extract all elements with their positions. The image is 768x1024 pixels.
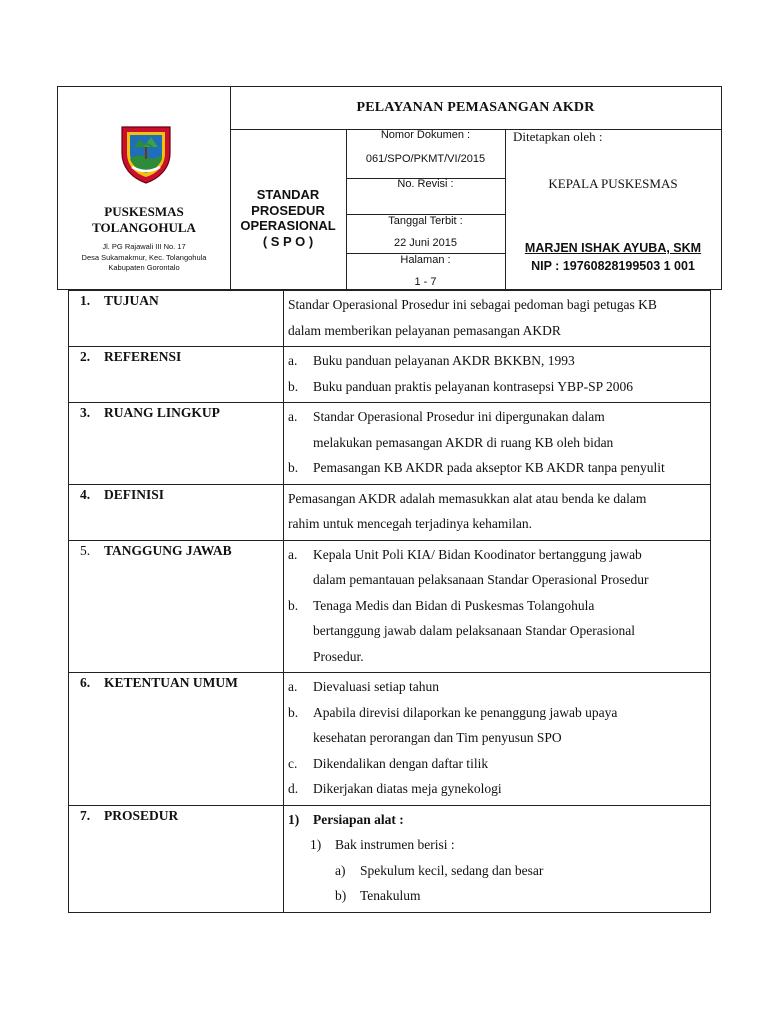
section-label [69,403,284,485]
section-name: KETENTUAN UMUM [104,675,238,690]
section-content [284,540,711,673]
section-content [284,403,711,485]
regency-emblem-logo [118,123,174,185]
content-line: Pemasangan AKDR adalah memasukkan alat atau benda ke dalam [288,490,647,506]
section-label [69,291,284,347]
list-item: b) Tenakulum [335,888,421,903]
list-item: a) Spekulum kecil, sedang dan besar [335,862,544,878]
signer-nip: NIP : 19760828199503 1 001 [531,259,695,273]
section-number: 3. [80,405,91,420]
list-item: b. Tenaga Medis dan Bidan di Puskesmas Tolangohula [288,597,595,613]
section-content [284,805,711,912]
content-line: Prosedur. [313,648,364,664]
section-label [69,805,284,912]
list-item: c. Dikendalikan dengan daftar tilik [288,755,489,771]
table-row [69,540,711,673]
list-item: d. Dikerjakan diatas meja gynekologi [288,781,502,796]
table-row [69,403,711,485]
table-row [69,291,711,347]
document-header [57,86,722,290]
tanggal-terbit-value: 22 Juni 2015 [394,237,457,249]
section-name: PROSEDUR [104,807,179,823]
section-content [284,484,711,540]
list-item: 1) Persiapan alat : [288,811,404,827]
no-revisi-label: No. Revisi : [397,178,454,190]
spo-content-table [68,290,711,913]
list-item: a. Dievaluasi setiap tahun [288,679,439,694]
section-label [69,347,284,403]
nomor-dokumen-value: 061/SPO/PKMT/VI/2015 [365,153,486,165]
list-item: b. Buku panduan praktis pelayanan kontrasepsi YBP-SP 2006 [288,378,633,394]
list-item: b. Pemasangan KB AKDR pada akseptor KB AKDR tanpa penyulit [288,460,665,475]
table-row [69,347,711,403]
section-number: 5. [80,542,91,558]
content-line: dalam pemantauan pelaksanaan Standar Operasional Prosedur [313,572,649,587]
section-content [284,673,711,806]
document-title: PELAYANAN PEMASANGAN AKDR [356,100,595,115]
halaman-label: Halaman : [400,254,451,266]
organization-name: PUSKESMAS TOLANGOHULA [92,204,196,235]
tanggal-terbit-label: Tanggal Terbit : [388,215,463,227]
section-name: DEFINISI [104,486,165,502]
section-number: 6. [80,675,91,690]
content-line: Standar Operasional Prosedur ini sebagai pedoman bagi petugas KB [288,297,657,312]
section-label [69,673,284,806]
organization-address: Jl. PG Rajawali III No. 17 Desa Sukamakmur, Kec. Tolangohula Kabupaten Gorontalo [81,242,207,272]
section-name: TUJUAN [104,293,159,308]
list-item: a. Standar Operasional Prosedur ini dipergunakan dalam [288,409,605,424]
section-number: 7. [80,807,91,823]
list-item: b. Apabila direvisi dilaporkan ke penanggung jawab upaya [288,704,618,720]
kepala-puskesmas-label: KEPALA PUSKESMAS [548,176,678,191]
section-number: 4. [80,486,91,502]
table-row [69,484,711,540]
section-name: REFERENSI [104,349,182,364]
content-line: bertanggung jawab dalam pelaksanaan Standar Operasional [313,623,636,638]
list-item: a. Buku panduan pelayanan AKDR BKKBN, 1993 [288,353,575,368]
content-line: dalam memberikan pelayanan pemasangan AKDR [288,322,561,338]
table-row [69,673,711,806]
content-line: melakukan pemasangan AKDR di ruang KB oleh bidan [313,434,614,450]
section-name: TANGGUNG JAWAB [104,542,232,558]
section-label [69,540,284,673]
ditetapkan-label: Ditetapkan oleh : [513,129,603,144]
section-content [284,291,711,347]
list-item: a. Kepala Unit Poli KIA/ Bidan Koodinator bertanggung jawab [288,546,642,562]
section-name: RUANG LINGKUP [104,405,220,420]
section-content [284,347,711,403]
list-item: 1) Bak instrumen berisi : [310,837,455,852]
content-line: kesehatan perorangan dan Tim penyusun SPO [313,730,562,745]
section-number: 2. [80,349,91,364]
spo-label: STANDAR PROSEDUR OPERASIONAL ( S P O ) [240,187,336,249]
content-line: rahim untuk mencegah terjadinya kehamilan. [288,516,533,531]
section-number: 1. [80,293,91,308]
table-row [69,805,711,912]
nomor-dokumen-label: Nomor Dokumen : [380,129,471,141]
halaman-value: 1 - 7 [414,276,437,288]
section-label [69,484,284,540]
signer-name: MARJEN ISHAK AYUBA, SKM [524,241,702,255]
